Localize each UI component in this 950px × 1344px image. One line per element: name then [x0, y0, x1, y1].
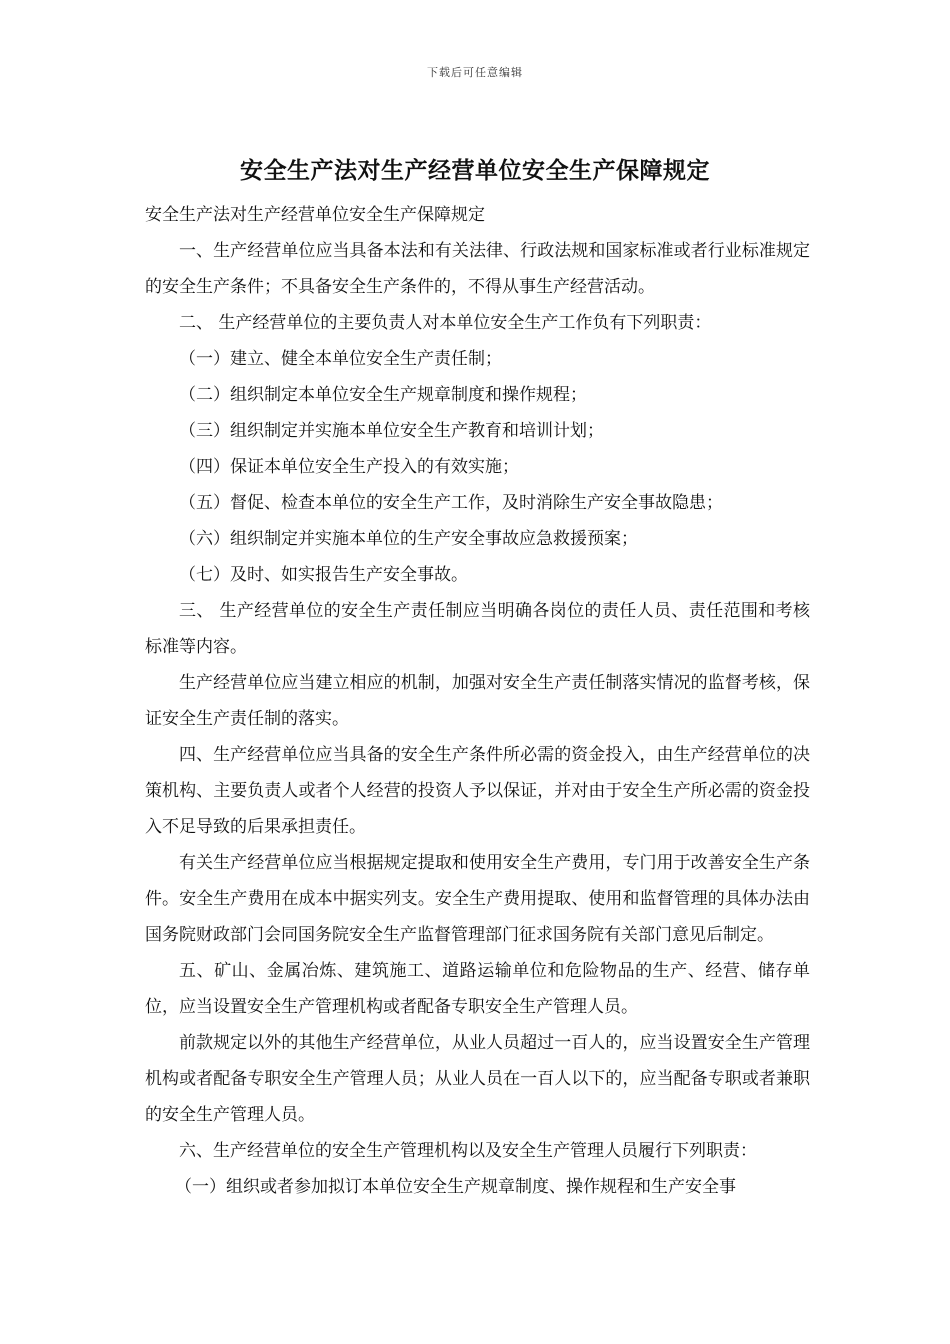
- document-subtitle: 安全生产法对生产经营单位安全生产保障规定: [145, 205, 485, 225]
- paragraph-6: 有关生产经营单位应当根据规定提取和使用安全生产费用，专门用于改善安全生产条件。安全生产费用在成本中据实列支。安全生产费用提取、使用和监督管理的具体办法由国务院财政部门会同国务院安全生产监督管理部门征求国务院有关部门意见后制定。: [145, 853, 810, 945]
- list-item-8: （一）组织或者参加拟订本单位安全生产规章制度、操作规程和生产安全事: [175, 1177, 736, 1197]
- paragraph-9: 六、生产经营单位的安全生产管理机构以及安全生产管理人员履行下列职责：: [179, 1141, 757, 1161]
- paragraph-2: 二、 生产经营单位的主要负责人对本单位安全生产工作负有下列职责：: [179, 313, 712, 333]
- paragraph-4: 生产经营单位应当建立相应的机制，加强对安全生产责任制落实情况的监督考核，保证安全生产责任制的落实。: [145, 673, 810, 729]
- header-note: 下载后可任意编辑: [427, 66, 523, 79]
- list-item-7: （七）及时、如实报告生产安全事故。: [179, 565, 468, 585]
- list-item-6: （六）组织制定并实施本单位的生产安全事故应急救援预案；: [179, 529, 638, 549]
- paragraph-8: 前款规定以外的其他生产经营单位，从业人员超过一百人的，应当设置安全生产管理机构或者配备专职安全生产管理人员；从业人员在一百人以下的，应当配备专职或者兼职的安全生产管理人员。: [145, 1033, 810, 1125]
- list-item-2: （二）组织制定本单位安全生产规章制度和操作规程；: [179, 385, 587, 405]
- list-item-1: （一）建立、健全本单位安全生产责任制；: [179, 349, 502, 369]
- list-item-4: （四）保证本单位安全生产投入的有效实施；: [179, 457, 519, 477]
- paragraph-1: 一、生产经营单位应当具备本法和有关法律、行政法规和国家标准或者行业标准规定的安全生产条件；不具备安全生产条件的，不得从事生产经营活动。: [145, 241, 810, 297]
- paragraph-3: 三、 生产经营单位的安全生产责任制应当明确各岗位的责任人员、责任范围和考核标准等内容。: [145, 601, 810, 657]
- document-title: 安全生产法对生产经营单位安全生产保障规定: [240, 157, 710, 184]
- list-item-3: （三）组织制定并实施本单位安全生产教育和培训计划；: [179, 421, 604, 441]
- list-item-5: （五）督促、检查本单位的安全生产工作，及时消除生产安全事故隐患；: [179, 493, 723, 513]
- paragraph-7: 五、矿山、金属冶炼、建筑施工、道路运输单位和危险物品的生产、经营、储存单位，应当设置安全生产管理机构或者配备专职安全生产管理人员。: [145, 961, 810, 1017]
- paragraph-5: 四、生产经营单位应当具备的安全生产条件所必需的资金投入，由生产经营单位的决策机构、主要负责人或者个人经营的投资人予以保证，并对由于安全生产所必需的资金投入不足导致的后果承担责任。: [145, 745, 810, 837]
- document-body: [145, 197, 810, 1205]
